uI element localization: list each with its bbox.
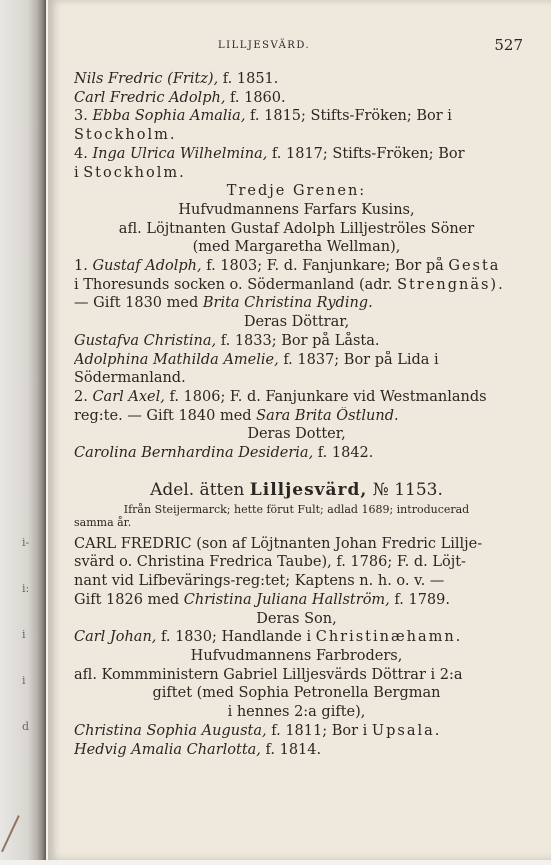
- line-fragment: i: [74, 164, 84, 181]
- line-fragment: 3.: [74, 108, 93, 125]
- line-fragment: Stockholm.: [83, 164, 186, 181]
- line-fragment: Inga Ulrica Wilhelmina,: [92, 145, 268, 162]
- line-fragment: Gesta: [448, 258, 501, 275]
- section-intro-1: Ifrån Steijermarck; hette förut Fult; adlad 1689; introducerad: [123, 502, 470, 516]
- text-line: [74, 332, 519, 351]
- text-line: [74, 164, 519, 183]
- line-fragment: i hennes 2:a gifte),: [227, 704, 366, 721]
- text-line: [74, 220, 519, 239]
- line-fragment: Deras Dotter,: [247, 426, 346, 443]
- book-gutter: [0, 0, 46, 860]
- text-line: [74, 369, 519, 388]
- line-fragment: f. 1842.: [313, 445, 374, 462]
- book-page: [48, 0, 551, 860]
- text-line: [74, 388, 519, 407]
- running-header: [48, 36, 551, 56]
- line-fragment: i Thoresunds socken o. Södermanland (adr.: [74, 276, 398, 293]
- line-fragment: 2.: [74, 388, 93, 405]
- line-fragment: f. 1837; Bor på Lida i: [278, 351, 439, 368]
- line-fragment: f. 1811; Bor i: [266, 722, 372, 739]
- line-fragment: Tredje Grenen:: [226, 183, 367, 200]
- line-fragment: f. 1833; Bor på Låsta.: [216, 332, 380, 349]
- line-fragment: f. 1817; Stifts-Fröken; Bor: [267, 145, 465, 162]
- line-fragment: Hufvudmannens Farbroders,: [190, 647, 403, 664]
- line-fragment: Carl Johan,: [74, 629, 157, 646]
- text-line: [74, 276, 519, 295]
- text-line: [74, 666, 519, 685]
- line-fragment: svärd o. Christina Fredrica Taube), f. 1786; F. d. Löjt-: [74, 554, 466, 571]
- text-line: [74, 444, 519, 463]
- line-fragment: Adolphina Mathilda Amelie,: [74, 351, 279, 368]
- line-fragment: — Gift 1830 med: [74, 295, 203, 312]
- gutter-mark: d: [22, 720, 30, 733]
- text-line: [74, 107, 519, 126]
- gutter-mark: i:: [22, 582, 30, 595]
- line-fragment: Hufvudmannens Farfars Kusins,: [178, 201, 415, 218]
- line-fragment: Christina Juliana Hallström,: [183, 591, 390, 608]
- line-fragment: Brita Christina Ryding.: [202, 295, 373, 312]
- line-fragment: Christina Sophia Augusta,: [74, 722, 267, 739]
- line-fragment: f. 1803; F. d. Fanjunkare; Bor på: [201, 258, 449, 275]
- line-fragment: Upsala.: [371, 722, 442, 739]
- text-line: [74, 722, 519, 741]
- page-text: [74, 70, 519, 759]
- line-fragment: CARL FREDRIC (son af Löjtnanten Johan Fredric Lillje-: [74, 535, 483, 552]
- line-fragment: (med Margaretha Wellman),: [192, 239, 401, 256]
- section-number: № 1153.: [372, 479, 443, 500]
- genealogy-block-2: [74, 535, 519, 759]
- line-fragment: 4.: [74, 145, 93, 162]
- text-line: [74, 145, 519, 164]
- page-number: 527: [494, 36, 523, 54]
- text-line: [74, 70, 519, 89]
- text-line: [74, 294, 519, 313]
- line-fragment: f. 1815; Stifts-Fröken; Bor i: [245, 108, 452, 125]
- line-fragment: Stockholm.: [74, 127, 177, 144]
- text-line: [74, 257, 519, 276]
- text-line: [74, 610, 519, 629]
- line-fragment: Ebba Sophia Amalia,: [92, 108, 246, 125]
- text-line: [74, 351, 519, 370]
- text-line: [74, 238, 519, 257]
- line-fragment: afl. Kommministern Gabriel Lilljesvärds Döttrar i 2:a: [74, 666, 463, 683]
- line-fragment: Gustaf Adolph,: [92, 258, 202, 275]
- line-fragment: Christinæhamn.: [315, 629, 463, 646]
- line-fragment: afl. Löjtnanten Gustaf Adolph Lilljeströles Söner: [118, 220, 475, 237]
- section-family-name: Lilljesvärd,: [249, 479, 368, 500]
- text-line: [74, 572, 519, 591]
- text-line: [74, 89, 519, 108]
- gutter-mark: i: [22, 628, 26, 641]
- line-fragment: Carl Axel,: [92, 388, 165, 405]
- text-line: [74, 553, 519, 572]
- text-line: [74, 628, 519, 647]
- genealogy-block-1: [74, 70, 519, 463]
- line-fragment: Deras Son,: [256, 610, 337, 627]
- text-line: [74, 535, 519, 554]
- gutter-mark: i-: [22, 536, 30, 549]
- line-fragment: f. 1851.: [218, 71, 279, 87]
- gutter-mark: i: [22, 674, 26, 687]
- section-intro-2: samma år.: [74, 515, 132, 529]
- section-title-prefix: Adel. ätten: [150, 479, 250, 500]
- line-fragment: Carl Fredric Adolph,: [74, 89, 226, 106]
- text-line: [74, 591, 519, 610]
- line-fragment: f. 1806; F. d. Fanjunkare vid Westmanlands: [164, 388, 487, 405]
- gutter-marks: [22, 520, 29, 750]
- line-fragment: f. 1814.: [260, 741, 322, 758]
- text-line: [74, 201, 519, 220]
- line-fragment: Strengnäs).: [397, 276, 505, 293]
- line-fragment: reg:te. — Gift 1840 med: [74, 407, 257, 424]
- header-title: LILLJESVÄRD.: [218, 40, 311, 51]
- text-line: [74, 126, 519, 145]
- line-fragment: Nils Fredric (Fritz),: [74, 71, 219, 87]
- section-title: [74, 477, 519, 503]
- line-fragment: Carolina Bernhardina Desideria,: [74, 445, 314, 462]
- text-line: [74, 425, 519, 444]
- line-fragment: Hedvig Amalia Charlotta,: [74, 741, 261, 758]
- text-line: [74, 407, 519, 426]
- text-line: [74, 703, 519, 722]
- line-fragment: Deras Döttrar,: [243, 314, 350, 331]
- line-fragment: f. 1830; Handlande i: [156, 629, 316, 646]
- line-fragment: Sara Brita Östlund.: [256, 407, 399, 424]
- text-line: [74, 313, 519, 332]
- line-fragment: nant vid Lifbevärings-reg:tet; Kaptens n. h. o. v. —: [74, 573, 445, 590]
- text-line: [74, 684, 519, 703]
- line-fragment: f. 1860.: [225, 89, 286, 106]
- line-fragment: giftet (med Sophia Petronella Bergman: [152, 685, 441, 702]
- line-fragment: Södermanland.: [74, 370, 186, 387]
- line-fragment: 1.: [74, 258, 93, 275]
- text-line: [74, 741, 519, 760]
- line-fragment: Gift 1826 med: [74, 591, 184, 608]
- text-line: [74, 182, 519, 201]
- text-line: [74, 647, 519, 666]
- line-fragment: Gustafva Christina,: [74, 332, 217, 349]
- line-fragment: f. 1789.: [389, 591, 450, 608]
